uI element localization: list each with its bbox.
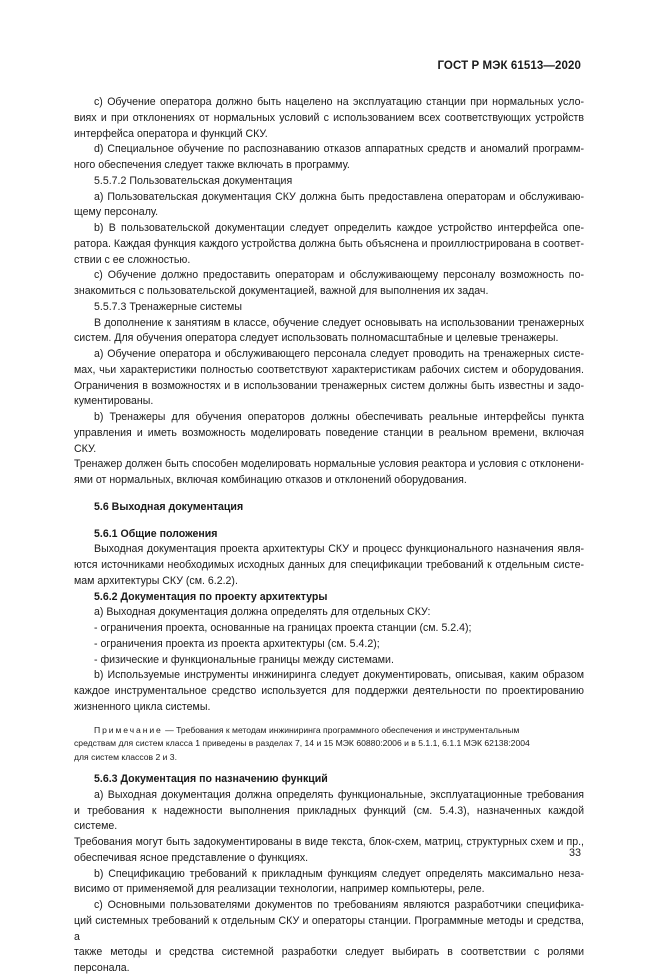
text-line: Требования могут быть задокументированы в виде текста, блок-схем, матриц, структурных схем и пр., (74, 836, 584, 848)
text-line: ями от нормальных, включая комбинацию отказов и отклонений оборудования. (74, 474, 467, 486)
text-line: интерфейса оператора и функций СКУ. (74, 127, 268, 140)
page-number: 33 (568, 847, 581, 859)
text-line: обеспечивая ясное представление о функциях. (74, 851, 309, 864)
text-line: b) Используемые инструменты инжиниринга следует документировать, описывая, каким образом (94, 669, 584, 682)
text-line: a) Выходная документация должна определять для отдельных СКУ: (94, 606, 431, 619)
section-heading-line: 5.6 Выходная документация (94, 500, 244, 513)
text-line: b) В пользовательской документации следует определить каждое устройство интерфейса опе- (94, 222, 584, 234)
text-line: c) Обучение оператора должно быть нацелено на эксплуатацию станции при нормальных усло- (94, 96, 584, 108)
list-item: - физические и функциональные границы между системами. (94, 653, 394, 666)
note-line: для систем классов 2 и 3. (74, 751, 177, 762)
text-line: Выходная документация проекта архитектуры СКУ и процесс функционального назначения явля- (94, 543, 584, 556)
text-line: ются источниками необходимых исходных данных для спецификации требований к отдельным систе- (74, 559, 584, 571)
text-line: ствии с ее сложностью. (74, 253, 191, 266)
text-line: a) Обучение оператора и обслуживающего персонала следует проводить на тренажерных систе- (94, 348, 584, 360)
text-line: b) Тренажеры для обучения операторов должны обеспечивать реальные интерфейсы пункта (94, 411, 584, 423)
text-line: систем. Для обучения оператора следует использовать полномасштабные и целевые тренажеры. (74, 332, 559, 345)
text-line: кументированы. (74, 395, 154, 408)
text-line: c) Основными пользователями документов по требованиям являются разработчики специфика- (94, 899, 584, 911)
text-line: c) Обучение должно предоставить операторам и обслуживающему персоналу возможность по- (94, 269, 584, 282)
text-line: висимо от применяемой для реализации технологии, например компьютеры, реле. (74, 883, 485, 896)
text-line: ратора. Каждая функция каждого устройства должна быть объяснена и проиллюстрирована в соответ- (74, 237, 584, 250)
text-line: щему персоналу. (74, 206, 159, 219)
text-line: 5.5.7.3 Тренажерные системы (94, 300, 242, 313)
text-line: ций системных требований к отдельным СКУ и операторы станции. Программные методы и средства, а (74, 914, 584, 943)
list-item: - ограничения проекта, основанные на границах проекта станции (см. 5.2.4); (94, 622, 472, 634)
text-line: и требования к надежности выполнения прикладных функций (см. 5.4.3), назначенных каждой системе. (74, 804, 584, 833)
text-line: жизненного цикла системы. (74, 700, 211, 713)
text-line: a) Выходная документация должна определять функциональные, эксплуатационные требования (94, 788, 584, 801)
text-line: каждое инструментальное средство используется для поддержки деятельности по проектированию (74, 685, 584, 697)
text-line: В дополнение к занятиям в классе, обучение следует основывать на использовании тренажерных (94, 316, 584, 329)
text-line: мах, чьи характеристики полностью соответствуют характеристикам рабочих систем и оборудования. (74, 363, 584, 376)
text-line: Ограничения в возможностях и в использовании тренажерных систем должны быть известны и задо- (74, 379, 584, 392)
text-line: управления и иметь возможность моделировать поведение станции в реальном времени, включая СКУ. (74, 426, 584, 455)
text-line: Тренажер должен быть способен моделировать нормальные условия реактора и условия с отклонени- (74, 458, 584, 471)
note-paragraph (74, 724, 584, 765)
section-heading-line: 5.6.2 Документация по проекту архитектуры (94, 590, 328, 603)
text-line: ного обеспечения следует также включать в программу. (74, 159, 350, 171)
text-line: 5.5.7.2 Пользовательская документация (94, 174, 293, 187)
section-heading-line: 5.6.3 Документация по назначению функций (94, 773, 328, 785)
body-block-2 (74, 772, 584, 977)
note-line: средствам для систем класса 1 приведены в разделах 7, 14 и 15 МЭК 60880:2006 и в 5.1.1, 6.1.1 МЭК 62138:2004 (74, 738, 530, 748)
list-item: - ограничения проекта из проекта архитектуры (см. 5.4.2); (94, 637, 380, 650)
text-line: знакомиться с пользовательской документацией, важной для выполнения их задач. (74, 285, 489, 297)
text-line: b) Спецификацию требований к прикладным функциям следует определять максимально неза- (94, 867, 584, 880)
note-label: Примечание (94, 724, 163, 735)
standard-designation: ГОСТ Р МЭК 61513—2020 (437, 60, 581, 72)
text-line: мам архитектуры СКУ (см. 6.2.2). (74, 574, 238, 587)
text-line: a) Пользовательская документация СКУ должна быть предоставлена операторам и обслуживаю- (94, 190, 584, 203)
section-heading-line: 5.6.1 Общие положения (94, 527, 218, 540)
body-block-1 (74, 95, 584, 716)
text-line: d) Специальное обучение по распознаванию отказов аппаратных средств и аномалий программ- (94, 143, 584, 156)
text-line: также методы и средства системной разработки следует выбирать в соответствии с ролями персонала. (74, 946, 584, 974)
document-body (74, 95, 584, 977)
note-line: — Требования к методам инжиниринга программного обеспечения и инструментальным (162, 724, 520, 735)
text-line: виях и при отклонениях от нормальных условий с использованием всех соответствующих устройств (74, 111, 584, 124)
